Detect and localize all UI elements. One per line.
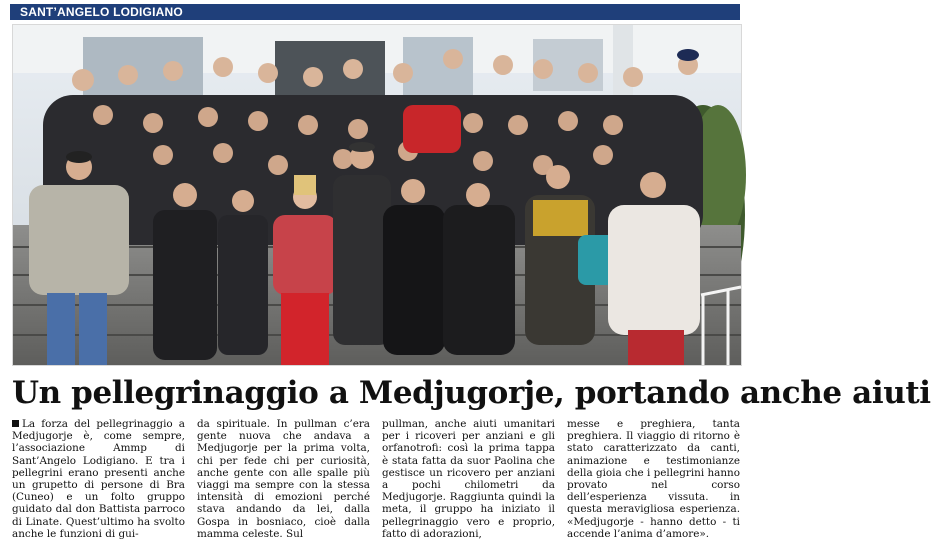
article-text: messe e preghiera, tanta preghiera. Il viaggio di ritorno è stato caratterizzato da canti, animazione e testimonianze della gioia che i pellegrini hanno provato nel corso dell’esperienza vissuta. in questa meravigliosa esperienza. «Medjugorje - hanno detto - ti accende l’anima d’amore». bbox=[567, 418, 740, 540]
article-body bbox=[12, 418, 740, 540]
section-title: SANT’ANGELO LODIGIANO bbox=[20, 5, 183, 19]
article-column-3 bbox=[382, 418, 555, 540]
article-column-4 bbox=[567, 418, 740, 540]
bullet-square-icon bbox=[12, 420, 19, 427]
article-headline: Un pellegrinaggio a Medjugorje, portando anche aiuti bbox=[12, 375, 931, 411]
article-column-1 bbox=[12, 418, 185, 540]
section-bar bbox=[10, 4, 740, 20]
article-column-2 bbox=[197, 418, 370, 540]
article-text: pullman, anche aiuti umanitari per i ricoveri per anziani e gli orfanotrofi: così la prima tappa è stata fatta da suor Paolina che gestisce un ricovero per anziani a pochi chilometri da Medjugorje. Raggiunta quindi la meta, il gruppo ha iniziato il pellegrinaggio vero e proprio, fatto di adorazioni, bbox=[382, 418, 555, 540]
group-photo-image bbox=[13, 25, 741, 365]
article-text: da spirituale. In pullman c’era gente nuova che andava a Medjugorje per la prima volta, chi per fede chi per curiosità, anche gente con alle spalle più viaggi ma sempre con la stessa intensità di emozioni perché stava andando da lei, dalla Gospa in bosniaco, cioè dalla mamma celeste. Sul bbox=[197, 418, 370, 540]
article-text: La forza del pellegrinaggio a Medjugorje è, come sempre, l’associazione Ammp di Sant’Angelo Lodigiano. E tra i pellegrini erano presenti anche un grupetto di persone di Bra (Cuneo) e un folto gruppo guidato dal don Battista parroco di Linate. Quest’ultimo ha svolto anche le funzioni di gui- bbox=[12, 418, 185, 540]
group-photo bbox=[12, 24, 742, 366]
